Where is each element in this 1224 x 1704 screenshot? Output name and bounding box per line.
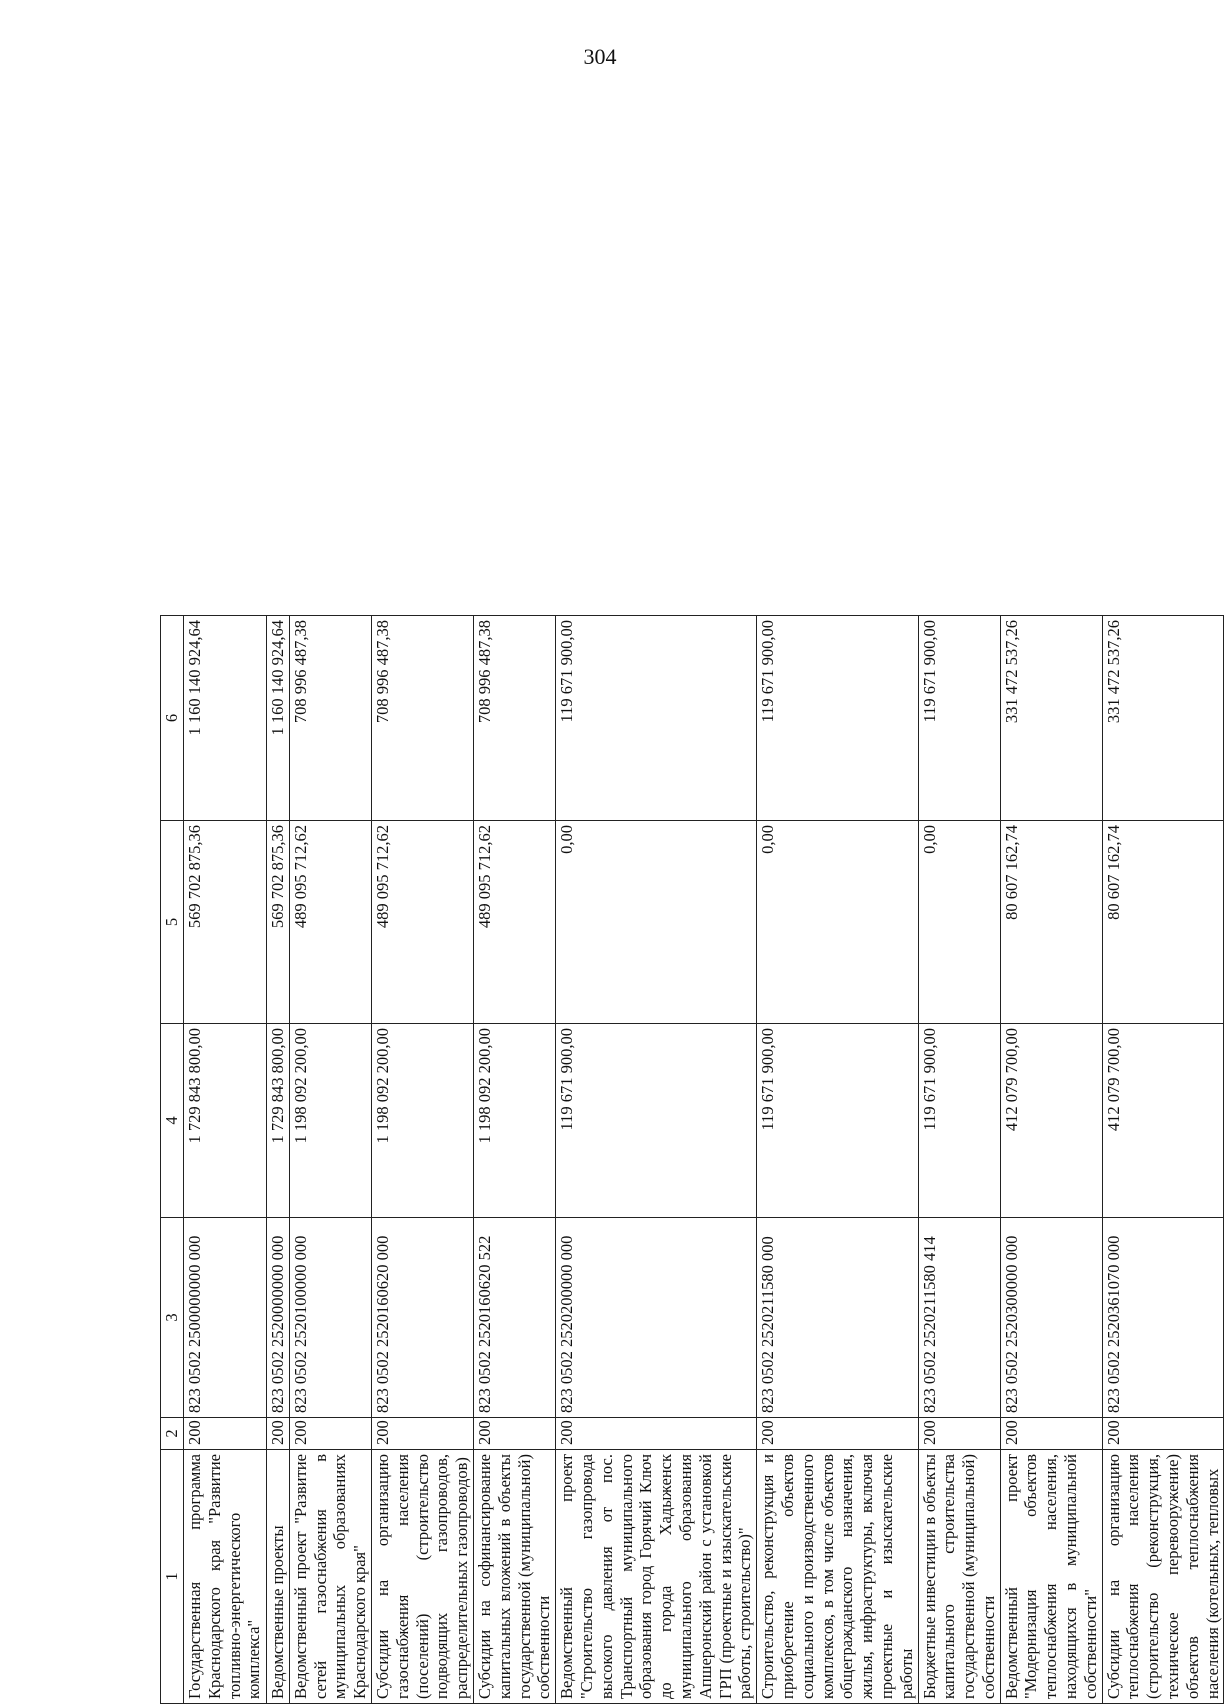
rotated-table-container [160, 616, 1222, 1704]
row-value-col6: 1 160 140 924,64 [267, 616, 290, 821]
row-value-col6: 708 996 487,38 [473, 616, 555, 821]
row-name: Субсидии на софинансирование капитальных вложений в объекты государственной (муниципальной) собственности [473, 1450, 555, 1704]
row-status: 200 [289, 1418, 371, 1450]
row-value-col6: 331 472 537,26 [1000, 616, 1102, 821]
row-code: 823 0502 2520300000 000 [1000, 1218, 1102, 1418]
row-code: 823 0502 2520160620 522 [473, 1218, 555, 1418]
row-value-col6: 1 160 140 924,64 [184, 616, 267, 821]
column-header: 2 [161, 1418, 184, 1450]
table-row [267, 616, 290, 1704]
row-code: 823 0502 2520000000 000 [267, 1218, 290, 1418]
row-status: 200 [1102, 1418, 1224, 1450]
table-header-row [161, 616, 184, 1704]
row-value-col5: 80 607 162,74 [1102, 821, 1224, 1024]
row-status: 200 [757, 1418, 918, 1450]
table-row [757, 616, 918, 1704]
column-header: 1 [161, 1450, 184, 1704]
row-status: 200 [267, 1418, 290, 1450]
table-row [473, 616, 555, 1704]
column-header: 6 [161, 616, 184, 821]
row-value-col4: 119 671 900,00 [556, 1024, 757, 1218]
row-value-col6: 708 996 487,38 [371, 616, 473, 821]
table-row [371, 616, 473, 1704]
row-name: Субсидии на организацию газоснабжения населения (поселений) (строительство подводящих газопроводов, распределительных газопроводов) [371, 1450, 473, 1704]
row-value-col6: 708 996 487,38 [289, 616, 371, 821]
row-value-col5: 569 702 875,36 [267, 821, 290, 1024]
row-status: 200 [918, 1418, 1000, 1450]
row-code: 823 0502 2520211580 414 [918, 1218, 1000, 1418]
column-header: 3 [161, 1218, 184, 1418]
row-value-col4: 412 079 700,00 [1102, 1024, 1224, 1218]
row-code: 823 0502 2520211580 000 [757, 1218, 918, 1418]
row-name: Ведомственный проект "Развитие сетей газоснабжения в муниципальных образованиях Краснодарского края" [289, 1450, 371, 1704]
page-number: 304 [583, 44, 617, 69]
row-value-col4: 1 198 092 200,00 [289, 1024, 371, 1218]
row-status: 200 [556, 1418, 757, 1450]
row-value-col5: 489 095 712,62 [473, 821, 555, 1024]
row-value-col5: 0,00 [556, 821, 757, 1024]
row-code: 823 0502 2520361070 000 [1102, 1218, 1224, 1418]
table-row [289, 616, 371, 1704]
row-value-col5: 0,00 [757, 821, 918, 1024]
row-value-col5: 489 095 712,62 [289, 821, 371, 1024]
row-value-col6: 331 472 537,26 [1102, 616, 1224, 821]
row-status: 200 [184, 1418, 267, 1450]
row-code: 823 0502 2520100000 000 [289, 1218, 371, 1418]
row-value-col4: 1 729 843 800,00 [267, 1024, 290, 1218]
table-row [918, 616, 1000, 1704]
budget-table [160, 615, 1224, 1704]
row-status: 200 [1000, 1418, 1102, 1450]
row-code: 823 0502 2500000000 000 [184, 1218, 267, 1418]
table-row [184, 616, 267, 1704]
row-status: 200 [473, 1418, 555, 1450]
row-value-col5: 569 702 875,36 [184, 821, 267, 1024]
table-row [556, 616, 757, 1704]
row-name: Субсидии на организацию теплоснабжения населения (строительство (реконструкция, техническое перевооружение) объектов теплоснабжения населения (котельных, тепловых [1102, 1450, 1224, 1704]
row-code: 823 0502 2520160620 000 [371, 1218, 473, 1418]
row-value-col4: 1 729 843 800,00 [184, 1024, 267, 1218]
row-value-col5: 0,00 [918, 821, 1000, 1024]
row-value-col6: 119 671 900,00 [757, 616, 918, 821]
row-value-col5: 489 095 712,62 [371, 821, 473, 1024]
row-code: 823 0502 2520200000 000 [556, 1218, 757, 1418]
row-value-col4: 412 079 700,00 [1000, 1024, 1102, 1218]
row-name: Ведомственный проект "Строительство газопровода высокого давления от пос. Транспортный муниципального образования город Горячий Ключ до города Хадыженск муниципального образования Апшеронский район с установкой ГРП (проектные и изыскательские работы, строительство)" [556, 1450, 757, 1704]
row-value-col4: 119 671 900,00 [757, 1024, 918, 1218]
row-name: Бюджетные инвестиции в объекты капитального строительства государственной (муниципальной) собственности [918, 1450, 1000, 1704]
row-name: Ведомственный проект "Модернизация объектов теплоснабжения населения, находящихся в муниципальной собственности" [1000, 1450, 1102, 1704]
row-name: Строительство, реконструкция и приобретение объектов социального и производственного комплексов, в том числе объектов общегражданского назначения, жилья, инфраструктуры, включая проектные и изыскательские работы [757, 1450, 918, 1704]
row-value-col5: 80 607 162,74 [1000, 821, 1102, 1024]
row-value-col4: 1 198 092 200,00 [371, 1024, 473, 1218]
row-value-col4: 1 198 092 200,00 [473, 1024, 555, 1218]
column-header: 4 [161, 1024, 184, 1218]
row-value-col6: 119 671 900,00 [918, 616, 1000, 821]
row-status: 200 [371, 1418, 473, 1450]
row-value-col6: 119 671 900,00 [556, 616, 757, 821]
row-name: Государственная программа Краснодарского края "Развитие топливно-энергетического комплекса" [184, 1450, 267, 1704]
table-row [1102, 616, 1224, 1704]
table-row [1000, 616, 1102, 1704]
row-name: Ведомственные проекты [267, 1450, 290, 1704]
row-value-col4: 119 671 900,00 [918, 1024, 1000, 1218]
column-header: 5 [161, 821, 184, 1024]
